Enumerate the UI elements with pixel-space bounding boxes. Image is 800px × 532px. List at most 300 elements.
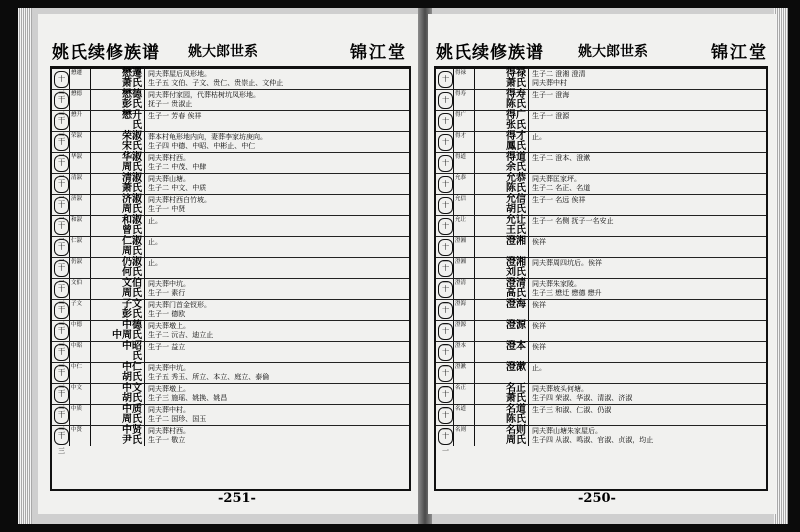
record-details bbox=[532, 259, 764, 268]
rank-note: 清淑 bbox=[71, 175, 83, 181]
column-divider bbox=[90, 237, 91, 257]
detail-line: 同夫葬山塘朱家屋后。 bbox=[532, 427, 602, 435]
record-details bbox=[532, 154, 764, 163]
person-name: 中昭 bbox=[122, 341, 142, 352]
generation-badge: 十三 bbox=[54, 428, 69, 445]
table-row bbox=[436, 216, 766, 237]
spouse-name: 彭氏 bbox=[122, 309, 142, 320]
detail-line: 生子一 敬立 bbox=[148, 436, 186, 444]
column-divider bbox=[528, 363, 529, 383]
column-divider bbox=[69, 363, 70, 383]
detail-line: 生子二 中文、中质 bbox=[148, 184, 207, 192]
column-divider bbox=[144, 195, 145, 215]
generation-badge: 十三 bbox=[54, 344, 69, 361]
person-name: 中仁 bbox=[122, 362, 142, 373]
detail-line: 生子三 施瑶、姚换、姚昌 bbox=[148, 394, 228, 402]
detail-line: 同夫葬山塘。 bbox=[148, 175, 190, 183]
column-divider bbox=[69, 195, 70, 215]
column-divider bbox=[474, 90, 475, 110]
spouse-name: 胡氏 bbox=[122, 393, 142, 404]
person-name: 名道 bbox=[506, 404, 526, 415]
detail-line: 生子二 澄湘 澄清 bbox=[532, 70, 586, 78]
column-divider bbox=[144, 279, 145, 299]
column-divider bbox=[69, 258, 70, 278]
record-details bbox=[148, 385, 407, 403]
column-divider bbox=[144, 237, 145, 257]
detail-line: 生子一 德欧 bbox=[148, 310, 186, 318]
column-divider bbox=[528, 216, 529, 236]
generation-badge: 十 bbox=[438, 71, 453, 88]
column-divider bbox=[474, 426, 475, 446]
record-details bbox=[532, 91, 764, 100]
detail-line: 止。 bbox=[148, 238, 162, 246]
person-name: 荣淑 bbox=[122, 131, 142, 142]
rank-note: 懋德 bbox=[71, 91, 83, 97]
person-name: 中质 bbox=[122, 404, 142, 415]
column-divider bbox=[69, 426, 70, 446]
page-number: -250- bbox=[578, 491, 616, 506]
book-left-edge bbox=[18, 8, 32, 524]
spouse-name: 陈氏 bbox=[506, 183, 526, 194]
lineage-title: 姚大郎世系 bbox=[578, 44, 648, 60]
column-divider bbox=[90, 174, 91, 194]
rank-note: 懋升 bbox=[71, 112, 83, 118]
record-details bbox=[148, 259, 407, 268]
person-name: 中德 bbox=[122, 320, 142, 331]
column-divider bbox=[453, 90, 454, 110]
rank-note: 允让 bbox=[455, 217, 467, 223]
spouse-name: 周氏 bbox=[122, 414, 142, 425]
spouse-name: 周氏 bbox=[122, 204, 142, 215]
column-divider bbox=[528, 111, 529, 131]
column-divider bbox=[453, 279, 454, 299]
rank-note: 和淑 bbox=[71, 217, 83, 223]
record-details bbox=[148, 154, 407, 172]
rank-note: 得广 bbox=[455, 112, 467, 118]
generation-badge: 十一 bbox=[438, 344, 453, 361]
detail-line: 同夫葬中村。 bbox=[148, 406, 190, 414]
column-divider bbox=[69, 216, 70, 236]
record-details bbox=[148, 112, 407, 121]
column-divider bbox=[144, 384, 145, 404]
record-details bbox=[532, 322, 764, 331]
generation-badge: 十一 bbox=[438, 386, 453, 403]
column-divider bbox=[453, 174, 454, 194]
column-divider bbox=[453, 69, 454, 89]
column-divider bbox=[90, 69, 91, 89]
table-row bbox=[436, 153, 766, 174]
spouse-name: 萧氏 bbox=[506, 78, 526, 89]
rank-note: 懋遷 bbox=[71, 70, 83, 76]
column-divider bbox=[474, 195, 475, 215]
column-divider bbox=[474, 321, 475, 341]
detail-line: 生子五 文伯、子文、贵仁、贵崇止、文仲止 bbox=[148, 79, 284, 87]
genealogy-table bbox=[50, 66, 411, 491]
detail-line: 同夫葬村西白竹坡。 bbox=[148, 196, 211, 204]
detail-line: 生子四 中德、中昭、中彬止、中仁 bbox=[148, 142, 256, 150]
column-divider bbox=[453, 237, 454, 257]
rank-note: 澄本 bbox=[455, 343, 467, 349]
column-divider bbox=[474, 279, 475, 299]
column-divider bbox=[69, 90, 70, 110]
table-row bbox=[436, 69, 766, 90]
person-name: 仁淑 bbox=[122, 236, 142, 247]
rank-note: 中昭 bbox=[71, 343, 83, 349]
column-divider bbox=[90, 300, 91, 320]
detail-line: 俟祥 bbox=[532, 322, 546, 330]
record-details bbox=[532, 343, 764, 352]
generation-badge: 十一 bbox=[438, 239, 453, 256]
detail-line: 生子一 中贤 bbox=[148, 205, 186, 213]
spouse-name: 宋氏 bbox=[122, 141, 142, 152]
detail-line: 生子三 和淑、仁淑、仍淑 bbox=[532, 406, 612, 414]
person-name: 华淑 bbox=[122, 152, 142, 163]
open-book bbox=[18, 8, 788, 524]
column-divider bbox=[453, 300, 454, 320]
column-divider bbox=[90, 321, 91, 341]
column-divider bbox=[474, 342, 475, 362]
record-details bbox=[148, 70, 407, 88]
column-divider bbox=[528, 342, 529, 362]
column-divider bbox=[528, 174, 529, 194]
detail-line: 生子四 从淑、鸣淑、官淑、贞淑，均止 bbox=[532, 436, 654, 444]
generation-badge: 十一 bbox=[438, 407, 453, 424]
detail-line: 生子一 澄海 bbox=[532, 91, 570, 99]
rank-note: 子文 bbox=[71, 301, 83, 307]
column-divider bbox=[69, 174, 70, 194]
book-title: 姚氏续修族谱 bbox=[436, 43, 544, 63]
spouse-name: 刘氏 bbox=[506, 267, 526, 278]
rank-note: 得才 bbox=[455, 133, 467, 139]
generation-badge: 十一 bbox=[438, 281, 453, 298]
generation-badge: 十二 bbox=[54, 155, 69, 172]
detail-line: 同夫葬村西。 bbox=[148, 427, 190, 435]
column-divider bbox=[90, 90, 91, 110]
person-name: 澄源 bbox=[506, 320, 526, 331]
spouse-name: 氏 bbox=[132, 120, 142, 131]
column-divider bbox=[69, 237, 70, 257]
detail-line: 生子二 澄本、澄漱 bbox=[532, 154, 591, 162]
column-divider bbox=[144, 363, 145, 383]
generation-badge: 十三 bbox=[54, 92, 69, 109]
column-divider bbox=[144, 153, 145, 173]
page-header bbox=[428, 38, 776, 63]
record-details bbox=[532, 301, 764, 310]
page-number: -251- bbox=[218, 491, 256, 506]
rank-note: 仍淑 bbox=[71, 259, 83, 265]
detail-line: 生子一 澄源 bbox=[532, 112, 570, 120]
column-divider bbox=[144, 405, 145, 425]
spouse-name: 胡氏 bbox=[506, 204, 526, 215]
spouse-name: 氏 bbox=[132, 351, 142, 362]
column-divider bbox=[90, 195, 91, 215]
book-title: 姚氏续修族谱 bbox=[52, 43, 160, 63]
column-divider bbox=[69, 405, 70, 425]
rank-note: 文伯 bbox=[71, 280, 83, 286]
rank-note: 名则 bbox=[455, 427, 467, 433]
rank-note: 得道 bbox=[455, 154, 467, 160]
detail-line: 同夫葬中村 bbox=[532, 79, 567, 87]
detail-line: 生子一 名侧 抚子一名安止 bbox=[532, 217, 614, 225]
column-divider bbox=[474, 405, 475, 425]
column-divider bbox=[69, 300, 70, 320]
record-details bbox=[148, 238, 407, 247]
column-divider bbox=[144, 132, 145, 152]
column-divider bbox=[474, 258, 475, 278]
generation-badge: 十三 bbox=[54, 386, 69, 403]
column-divider bbox=[144, 321, 145, 341]
detail-line: 同夫葬中坑。 bbox=[148, 364, 190, 372]
detail-line: 生子二 名正、名道 bbox=[532, 184, 591, 192]
record-details bbox=[532, 196, 764, 205]
record-details bbox=[532, 364, 764, 373]
detail-line: 生子四 荣淑、华淑、清淑、济淑 bbox=[532, 394, 633, 402]
column-divider bbox=[453, 363, 454, 383]
person-name: 清淑 bbox=[122, 173, 142, 184]
column-divider bbox=[528, 300, 529, 320]
person-name: 和淑 bbox=[122, 215, 142, 226]
generation-badge: 十三 bbox=[54, 281, 69, 298]
column-divider bbox=[90, 132, 91, 152]
column-divider bbox=[528, 237, 529, 257]
rank-note: 澄海 bbox=[455, 301, 467, 307]
detail-line: 俟祥 bbox=[532, 238, 546, 246]
generation-badge: 十 bbox=[438, 134, 453, 151]
table-row bbox=[52, 425, 409, 455]
record-details bbox=[148, 217, 407, 226]
rank-note: 允恭 bbox=[455, 175, 467, 181]
person-name: 懋遷 bbox=[122, 68, 142, 79]
column-divider bbox=[453, 384, 454, 404]
column-divider bbox=[90, 111, 91, 131]
rank-note: 名正 bbox=[455, 385, 467, 391]
person-name: 子文 bbox=[122, 299, 142, 310]
person-name: 得寿 bbox=[506, 89, 526, 100]
detail-line: 同夫葬匡家坪。 bbox=[532, 175, 581, 183]
column-divider bbox=[90, 342, 91, 362]
detail-line: 同夫葬墩上。 bbox=[148, 322, 190, 330]
person-name: 澄海 bbox=[506, 299, 526, 310]
lineage-title: 姚大郎世系 bbox=[188, 44, 258, 60]
spouse-name: 周氏 bbox=[122, 246, 142, 257]
person-name: 懋德 bbox=[122, 89, 142, 100]
spouse-name: 彭氏 bbox=[122, 99, 142, 110]
spouse-name: 陈氏 bbox=[506, 414, 526, 425]
detail-line: 同夫葬朱家陵。 bbox=[532, 280, 581, 288]
detail-line: 同夫葬村西。 bbox=[148, 154, 190, 162]
record-details bbox=[148, 364, 407, 382]
record-details bbox=[148, 301, 407, 319]
column-divider bbox=[528, 384, 529, 404]
detail-line: 抚子一 贵淑止 bbox=[148, 100, 193, 108]
detail-line: 生子五 秀玉、所立、本立、庭立、泰倫 bbox=[148, 373, 270, 381]
person-name: 澄清 bbox=[506, 278, 526, 289]
person-name: 允恭 bbox=[506, 173, 526, 184]
spouse-name: 胡氏 bbox=[122, 372, 142, 383]
right-page bbox=[428, 14, 776, 514]
detail-line: 止。 bbox=[532, 133, 546, 141]
detail-line: 生子三 懋迁 懋德 懋升 bbox=[532, 289, 602, 297]
column-divider bbox=[453, 132, 454, 152]
spouse-name: 何氏 bbox=[122, 267, 142, 278]
generation-badge: 十 bbox=[438, 218, 453, 235]
column-divider bbox=[474, 237, 475, 257]
person-name: 济淑 bbox=[122, 194, 142, 205]
person-name: 允让 bbox=[506, 215, 526, 226]
column-divider bbox=[453, 405, 454, 425]
detail-line: 同夫葬门首金钗形。 bbox=[148, 301, 211, 309]
column-divider bbox=[528, 321, 529, 341]
column-divider bbox=[90, 153, 91, 173]
detail-line: 同夫葬屋后凤形地。 bbox=[148, 70, 211, 78]
spouse-name: 周氏 bbox=[122, 288, 142, 299]
generation-badge: 十 bbox=[438, 92, 453, 109]
table-row bbox=[436, 132, 766, 153]
rank-note: 澄湘 bbox=[455, 238, 467, 244]
rank-note: 名道 bbox=[455, 406, 467, 412]
generation-badge: 十三 bbox=[54, 365, 69, 382]
column-divider bbox=[474, 300, 475, 320]
generation-badge: 十 bbox=[438, 113, 453, 130]
column-divider bbox=[69, 321, 70, 341]
column-divider bbox=[69, 279, 70, 299]
spouse-name: 鳳氏 bbox=[506, 141, 526, 152]
record-details bbox=[532, 112, 764, 121]
column-divider bbox=[528, 195, 529, 215]
rank-note: 仁淑 bbox=[71, 238, 83, 244]
column-divider bbox=[528, 132, 529, 152]
detail-line: 同夫葬墩上。 bbox=[148, 385, 190, 393]
column-divider bbox=[69, 111, 70, 131]
spouse-name: 中周氏 bbox=[112, 330, 142, 341]
column-divider bbox=[528, 405, 529, 425]
detail-line: 同夫葬坡头何塘。 bbox=[532, 385, 588, 393]
left-page bbox=[38, 14, 423, 514]
record-details bbox=[532, 133, 764, 142]
person-name: 仍淑 bbox=[122, 257, 142, 268]
rank-note: 中德 bbox=[71, 322, 83, 328]
person-name: 文伯 bbox=[122, 278, 142, 289]
column-divider bbox=[528, 69, 529, 89]
column-divider bbox=[90, 279, 91, 299]
generation-badge: 十二 bbox=[54, 176, 69, 193]
rank-note: 允信 bbox=[455, 196, 467, 202]
spouse-name: 余氏 bbox=[506, 162, 526, 173]
rank-note: 澄源 bbox=[455, 322, 467, 328]
detail-line: 生子一 名远 俟祥 bbox=[532, 196, 586, 204]
column-divider bbox=[453, 216, 454, 236]
record-details bbox=[148, 343, 407, 352]
generation-badge: 十二 bbox=[54, 260, 69, 277]
generation-badge: 十一 bbox=[438, 428, 453, 445]
generation-badge: 十二 bbox=[54, 197, 69, 214]
detail-line: 同夫葬付家园，代葬枯树坑凤形地。 bbox=[148, 91, 260, 99]
column-divider bbox=[144, 174, 145, 194]
column-divider bbox=[69, 384, 70, 404]
spouse-name: 尹氏 bbox=[122, 435, 142, 446]
column-divider bbox=[474, 69, 475, 89]
generation-badge: 十 bbox=[438, 197, 453, 214]
record-details bbox=[148, 133, 407, 151]
table-row bbox=[436, 174, 766, 195]
column-divider bbox=[474, 132, 475, 152]
record-details bbox=[532, 175, 764, 193]
detail-line: 生子二 沅吉、迪立止 bbox=[148, 331, 214, 339]
person-name: 得道 bbox=[506, 152, 526, 163]
person-name: 中文 bbox=[122, 383, 142, 394]
person-name: 懋升 bbox=[122, 110, 142, 121]
record-details bbox=[532, 427, 764, 445]
person-name: 中贤 bbox=[122, 425, 142, 436]
detail-line: 俟祥 bbox=[532, 343, 546, 351]
record-details bbox=[532, 280, 764, 298]
column-divider bbox=[453, 321, 454, 341]
column-divider bbox=[528, 426, 529, 446]
detail-line: 俟祥 bbox=[532, 301, 546, 309]
person-name: 澄湘 bbox=[506, 236, 526, 247]
column-divider bbox=[90, 258, 91, 278]
column-divider bbox=[90, 405, 91, 425]
record-details bbox=[532, 238, 764, 247]
person-name: 得才 bbox=[506, 131, 526, 142]
record-details bbox=[532, 70, 764, 88]
column-divider bbox=[69, 132, 70, 152]
record-details bbox=[148, 91, 407, 109]
column-divider bbox=[453, 111, 454, 131]
detail-line: 生子一 素行 bbox=[148, 289, 186, 297]
column-divider bbox=[144, 111, 145, 131]
generation-badge: 十一 bbox=[438, 365, 453, 382]
generation-badge: 十三 bbox=[54, 113, 69, 130]
rank-note: 荣淑 bbox=[71, 133, 83, 139]
column-divider bbox=[144, 216, 145, 236]
column-divider bbox=[90, 384, 91, 404]
detail-line: 同夫葬中坑。 bbox=[148, 280, 190, 288]
generation-badge: 十三 bbox=[54, 407, 69, 424]
column-divider bbox=[528, 258, 529, 278]
record-details bbox=[148, 406, 407, 424]
generation-badge: 十三 bbox=[54, 71, 69, 88]
column-divider bbox=[528, 90, 529, 110]
column-divider bbox=[528, 153, 529, 173]
rank-note: 中文 bbox=[71, 385, 83, 391]
rank-note: 济淑 bbox=[71, 196, 83, 202]
generation-badge: 十 bbox=[438, 155, 453, 172]
table-row bbox=[436, 195, 766, 216]
column-divider bbox=[90, 363, 91, 383]
generation-badge: 十一 bbox=[438, 323, 453, 340]
person-name: 澄本 bbox=[506, 341, 526, 352]
record-details bbox=[148, 175, 407, 193]
hall-name: 锦江堂 bbox=[711, 43, 768, 63]
person-name: 澄湘 bbox=[506, 257, 526, 268]
page-header bbox=[38, 38, 423, 63]
column-divider bbox=[144, 69, 145, 89]
generation-badge: 十一 bbox=[438, 302, 453, 319]
column-divider bbox=[528, 279, 529, 299]
column-divider bbox=[474, 384, 475, 404]
rank-note: 中质 bbox=[71, 406, 83, 412]
hall-name: 锦江堂 bbox=[350, 43, 407, 63]
rank-note: 中仁 bbox=[71, 364, 83, 370]
spouse-name: 王氏 bbox=[506, 225, 526, 236]
column-divider bbox=[453, 426, 454, 446]
detail-line: 生子一 芳春 俟祥 bbox=[148, 112, 202, 120]
column-divider bbox=[474, 174, 475, 194]
detail-line: 止。 bbox=[148, 217, 162, 225]
column-divider bbox=[453, 342, 454, 362]
column-divider bbox=[474, 363, 475, 383]
